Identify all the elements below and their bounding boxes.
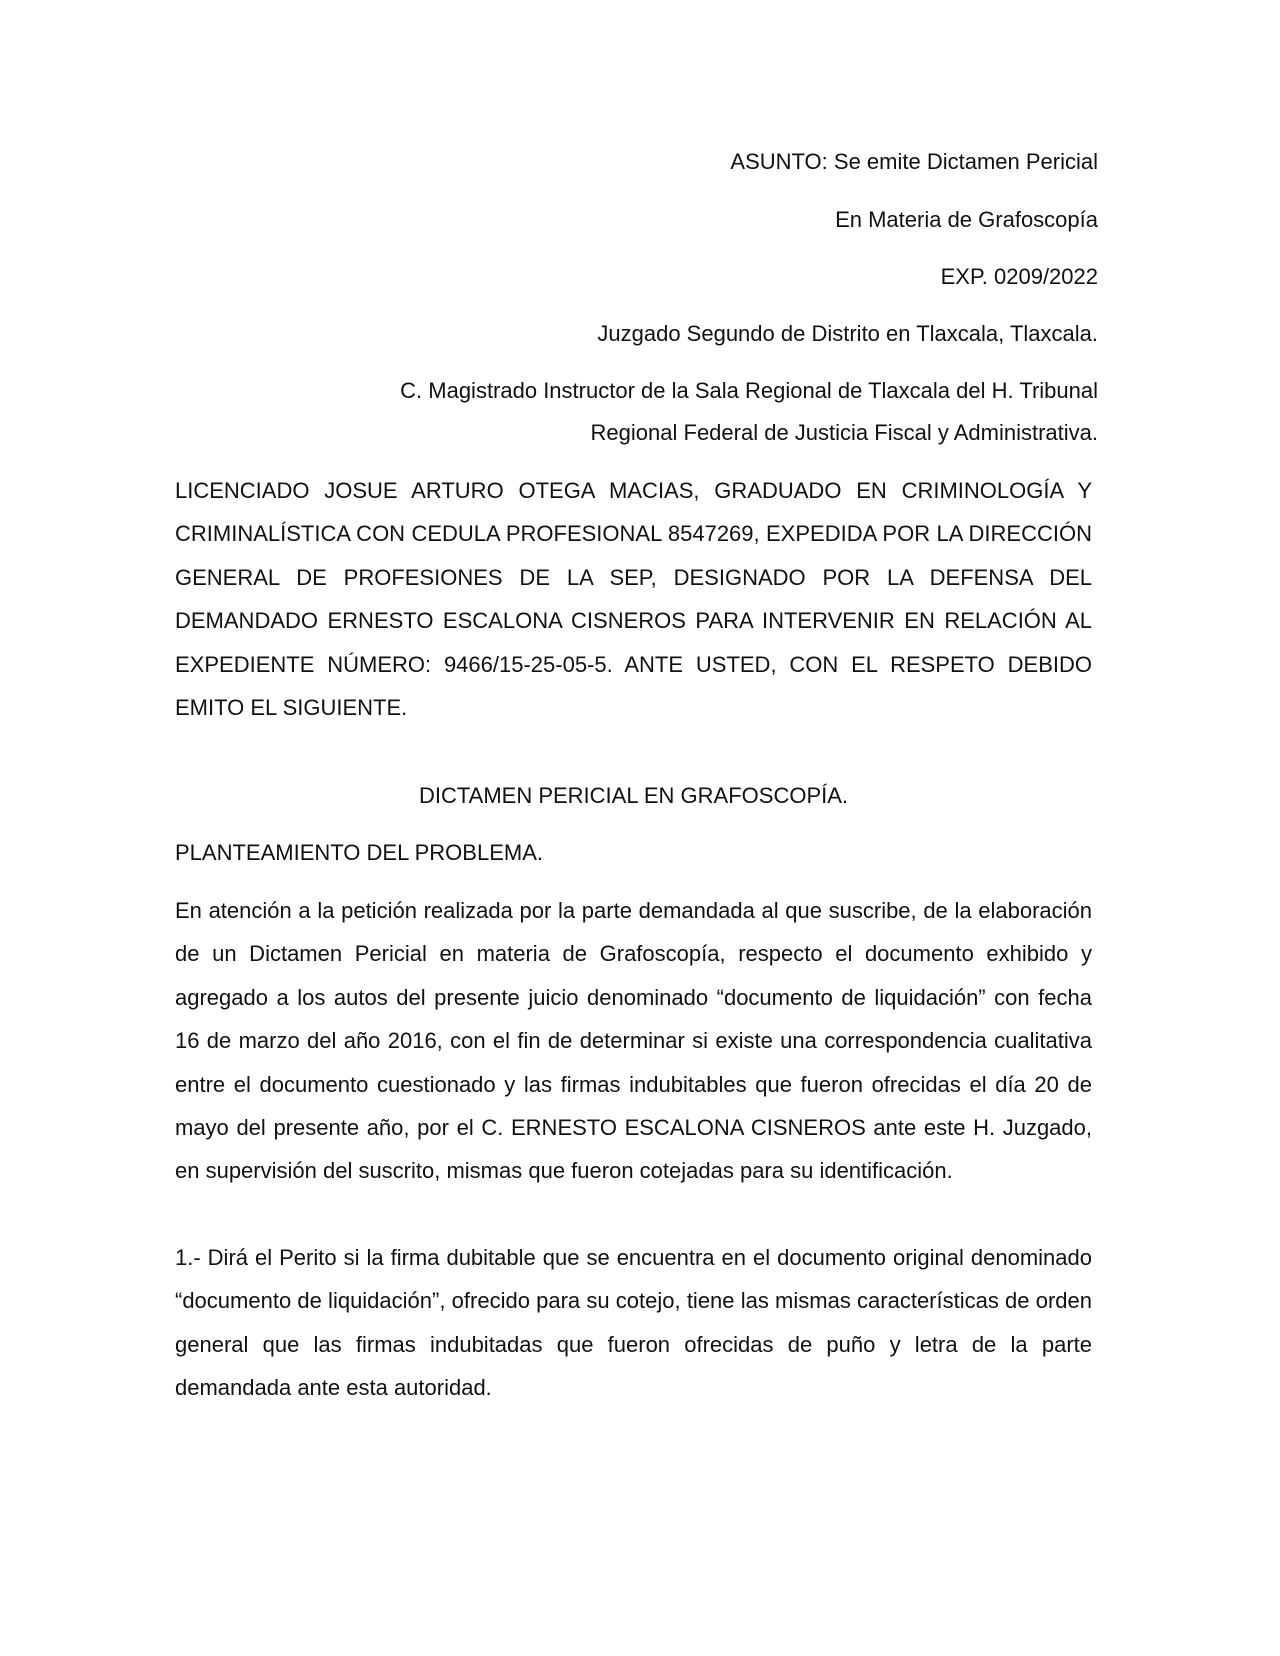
asunto-line: ASUNTO: Se emite Dictamen Pericial bbox=[730, 149, 1098, 174]
document-title: DICTAMEN PERICIAL EN GRAFOSCOPÍA. bbox=[418, 783, 849, 808]
section-heading: PLANTEAMIENTO DEL PROBLEMA. bbox=[175, 840, 543, 865]
presentation-paragraph: LICENCIADO JOSUE ARTURO OTEGA MACIAS, GRADUADO EN CRIMINOLOGÍA Y CRIMINALÍSTICA CON CEDULA PROFESIONAL 8547269, EXPEDIDA POR LA DIRECCIÓN GENERAL DE PROFESIONES DE LA SEP, DESIGNADO POR LA DEFENSA DEL DEMANDADO ERNESTO ESCALONA CISNEROS PARA INTERVENIR EN RELACIÓN AL EXPEDIENTE NÚMERO: 9466/15-25-05-5. ANTE USTED, CON EL RESPETO DEBIDO EMITO EL SIGUIENTE. bbox=[175, 478, 1092, 721]
destinatario-line-2: Regional Federal de Justicia Fiscal y Administrativa. bbox=[590, 420, 1098, 445]
destinatario-line-1: C. Magistrado Instructor de la Sala Regional de Tlaxcala del H. Tribunal bbox=[400, 378, 1098, 403]
juzgado-line: Juzgado Segundo de Distrito en Tlaxcala, Tlaxcala. bbox=[597, 321, 1098, 346]
paragraph-question-1: 1.- Dirá el Perito si la firma dubitable que se encuentra en el documento original denominado “documento de liquidación”, ofrecido para su cotejo, tiene las mismas características de orden general que las firmas indubitadas que fueron ofrecidas de puño y letra de la parte demandada ante esta autoridad. bbox=[175, 1245, 1092, 1401]
materia-line: En Materia de Grafoscopía bbox=[835, 207, 1098, 232]
expediente-line: EXP. 0209/2022 bbox=[940, 264, 1098, 289]
paragraph-problem-statement: En atención a la petición realizada por la parte demandada al que suscribe, de la elaboración de un Dictamen Pericial en materia de Grafoscopía, respecto el documento exhibido y agregado a los autos del presente juicio denominado “documento de liquidación” con fecha 16 de marzo del año 2016, con el fin de determinar si existe una correspondencia cualitativa entre el documento cuestionado y las firmas indubitables que fueron ofrecidas el día 20 de mayo del presente año, por el C. ERNESTO ESCALONA CISNEROS ante este H. Juzgado, en supervisión del suscrito, mismas que fueron cotejadas para su identificación. bbox=[175, 898, 1092, 1184]
